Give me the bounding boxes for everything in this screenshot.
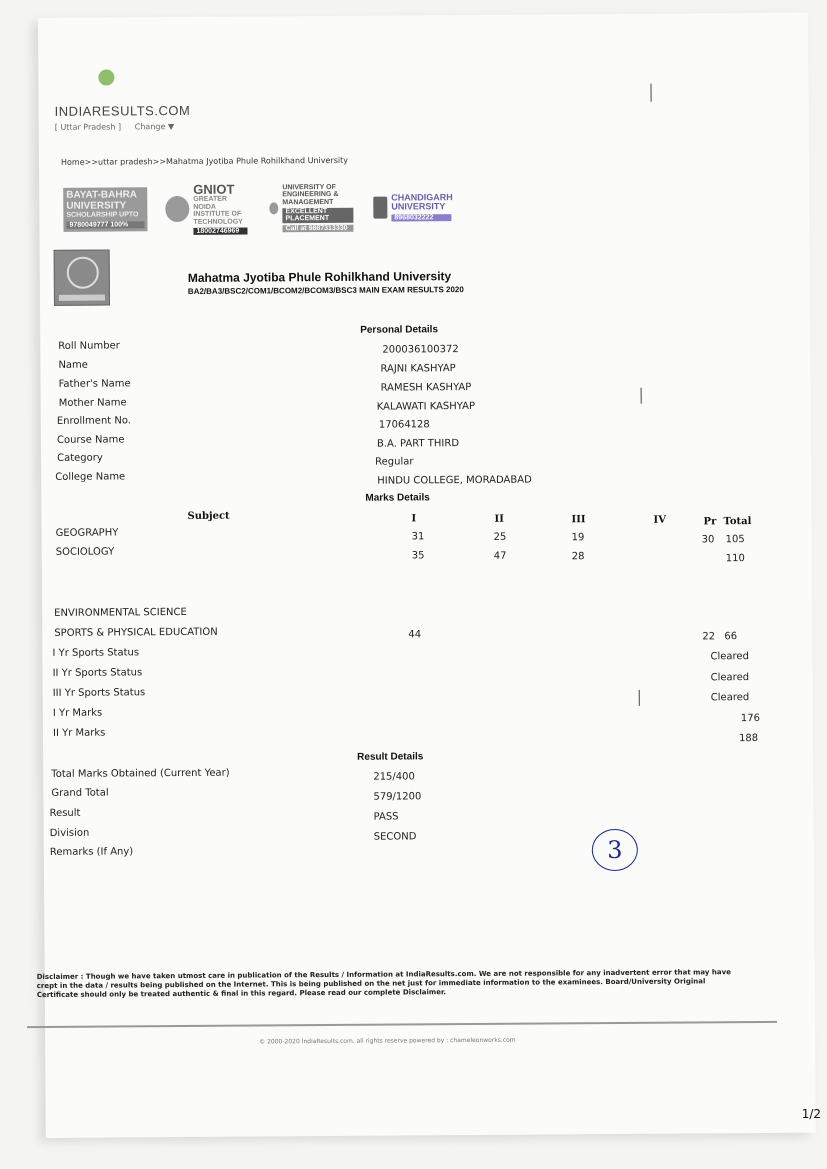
col-header-total: Total: [723, 516, 752, 528]
value-total-marks-obtained: 215/400: [373, 771, 415, 783]
label-enrollment-no: Enrollment No.: [56, 415, 132, 427]
handwritten-page-mark: 3: [592, 829, 638, 871]
label-remarks: Remarks (If Any): [49, 846, 134, 858]
ad-banner-chandigarh[interactable]: [373, 187, 459, 228]
label-college-name: College Name: [55, 471, 126, 483]
subject-name: SOCIOLOGY: [55, 546, 115, 558]
marks-i: 44: [408, 629, 422, 641]
pen-mark: [639, 690, 640, 706]
marks-total: Cleared: [710, 672, 750, 684]
marks-total: 176: [740, 712, 761, 725]
value-course-name: B.A. PART THIRD: [376, 438, 460, 450]
marks-total: Cleared: [710, 651, 749, 663]
ad-title: UNIVERSITY OF ENGINEERING & MANAGEMENT: [282, 183, 339, 206]
breadcrumb-separator: >>: [84, 157, 99, 167]
marks-i: 31: [411, 531, 425, 543]
label-result: Result: [49, 807, 81, 819]
breadcrumb-university[interactable]: Mahatma Jyotiba Phule Rohilkhand University: [166, 155, 349, 167]
college-emblem-icon: [165, 196, 189, 222]
marks-i: 35: [411, 550, 425, 562]
marks-details-heading: Marks Details: [365, 492, 430, 504]
col-header-subject: Subject: [187, 510, 230, 522]
ad-subtitle: SCHOLARSHIP UPTO: [66, 211, 139, 219]
label-mother-name: Mother Name: [58, 397, 127, 409]
pen-mark: [641, 388, 642, 404]
col-header-iii: III: [571, 514, 586, 526]
label-course-name: Course Name: [56, 434, 125, 446]
col-header-ii: II: [494, 513, 504, 525]
label-division: Division: [49, 827, 90, 839]
label-grand-total: Grand Total: [51, 787, 109, 799]
value-category: Regular: [375, 456, 414, 468]
ad-title: BAYAT-BAHRA UNIVERSITY: [66, 189, 137, 212]
marks-ii: 47: [493, 550, 507, 562]
cu-crest-icon: [373, 197, 387, 219]
footer-divider: [27, 1021, 777, 1028]
subject-name: ENVIRONMENTAL SCIENCE: [54, 606, 187, 619]
value-result: PASS: [373, 811, 399, 823]
change-state-link[interactable]: Change ▼: [134, 122, 175, 132]
label-name: Name: [58, 359, 88, 371]
printed-page: [38, 13, 816, 1138]
marks-total: 110: [725, 553, 745, 565]
marks-iii: 28: [571, 551, 585, 563]
marks-ii: 25: [493, 531, 507, 543]
value-name: RAJNI KASHYAP: [380, 363, 456, 375]
breadcrumb-separator: >>: [152, 157, 167, 167]
ad-title: CHANDIGARH UNIVERSITY: [391, 191, 453, 212]
ad-title: GNIOT: [193, 181, 235, 197]
subject-name: I Yr Marks: [52, 707, 103, 719]
disclaimer-text: Disclaimer : Though we have taken utmost care in publication of the Results / Information at IndiaResults.com. We are not responsible for any inadvertent error that may have crept in the data / results being published on the Internet. This is being published on the net just for immediate information to the examinees. Board/University Original Certificate should only be treated authentic & final in this regard. Please read our complete Disclaimer.: [36, 968, 731, 1000]
value-father-name: RAMESH KASHYAP: [380, 381, 472, 394]
site-logo-text[interactable]: INDIARESULTS.COM: [54, 102, 191, 119]
marks-pr: 30: [701, 534, 715, 546]
subject-name: I Yr Sports Status: [52, 647, 140, 659]
value-grand-total: 579/1200: [373, 791, 422, 803]
page-number: 1/2: [801, 1107, 821, 1121]
state-selector[interactable]: [ Uttar Pradesh ]: [54, 122, 122, 132]
subject-name: GEOGRAPHY: [55, 527, 119, 539]
ad-subtitle: EXCELLENT PLACEMENT: [282, 208, 353, 223]
subject-name: III Yr Sports Status: [52, 687, 146, 699]
exam-title: BA2/BA3/BSC2/COM1/BCOM2/BCOM3/BSC3 MAIN EXAM RESULTS 2020: [187, 285, 464, 296]
site-logo[interactable]: [98, 69, 114, 85]
ad-phone: Call at 9887313330: [283, 224, 354, 232]
value-college-name: HINDU COLLEGE, MORADABAD: [377, 474, 532, 487]
label-father-name: Father's Name: [58, 378, 131, 390]
ad-subtitle: GREATER NOIDA INSTITUTE OF TECHNOLOGY: [193, 196, 243, 226]
ad-phone: 8968032222: [391, 214, 451, 222]
value-enrollment-no: 17064128: [378, 419, 430, 431]
subject-name: II Yr Sports Status: [52, 667, 143, 679]
ad-banner-gniot[interactable]: [165, 181, 247, 235]
personal-details-heading: Personal Details: [360, 324, 439, 336]
result-details-heading: Result Details: [357, 751, 424, 763]
marks-total: 105: [725, 534, 745, 546]
subject-name: II Yr Marks: [52, 727, 106, 739]
label-total-marks-obtained: Total Marks Obtained (Current Year): [51, 767, 230, 780]
footer-copyright: © 2000-2020 IndiaResults.com. all rights reserve powered by : chameleonworks.com: [259, 1036, 516, 1046]
university-logo: [54, 250, 110, 306]
ad-phone: 9780049777 100%: [66, 221, 144, 229]
breadcrumb-state[interactable]: uttar pradesh: [98, 157, 153, 167]
label-category: Category: [57, 452, 103, 464]
marks-total: 66: [724, 631, 738, 643]
ad-banner-uem[interactable]: [269, 183, 353, 232]
uem-logo-icon: [269, 202, 278, 214]
value-mother-name: KALAWATI KASHYAP: [376, 400, 476, 413]
col-header-i: I: [411, 513, 417, 525]
university-title: Mahatma Jyotiba Phule Rohilkhand University: [187, 269, 452, 285]
subject-name: SPORTS & PHYSICAL EDUCATION: [54, 626, 218, 639]
breadcrumb-home[interactable]: Home: [60, 157, 85, 167]
value-roll-number: 200036100372: [382, 344, 459, 356]
marks-total: Cleared: [710, 692, 750, 704]
col-header-iv: IV: [653, 514, 666, 526]
ad-banner-desh-bhagat[interactable]: [63, 189, 147, 230]
value-division: SECOND: [373, 831, 417, 843]
col-header-pr: Pr: [703, 516, 717, 528]
ad-phone: 18002746969: [193, 227, 247, 235]
breadcrumb: [61, 156, 348, 167]
label-roll-number: Roll Number: [58, 340, 120, 352]
pen-mark: [650, 84, 651, 102]
marks-iii: 19: [571, 532, 585, 544]
marks-total: 188: [739, 732, 759, 745]
marks-pr: 22: [702, 631, 716, 643]
